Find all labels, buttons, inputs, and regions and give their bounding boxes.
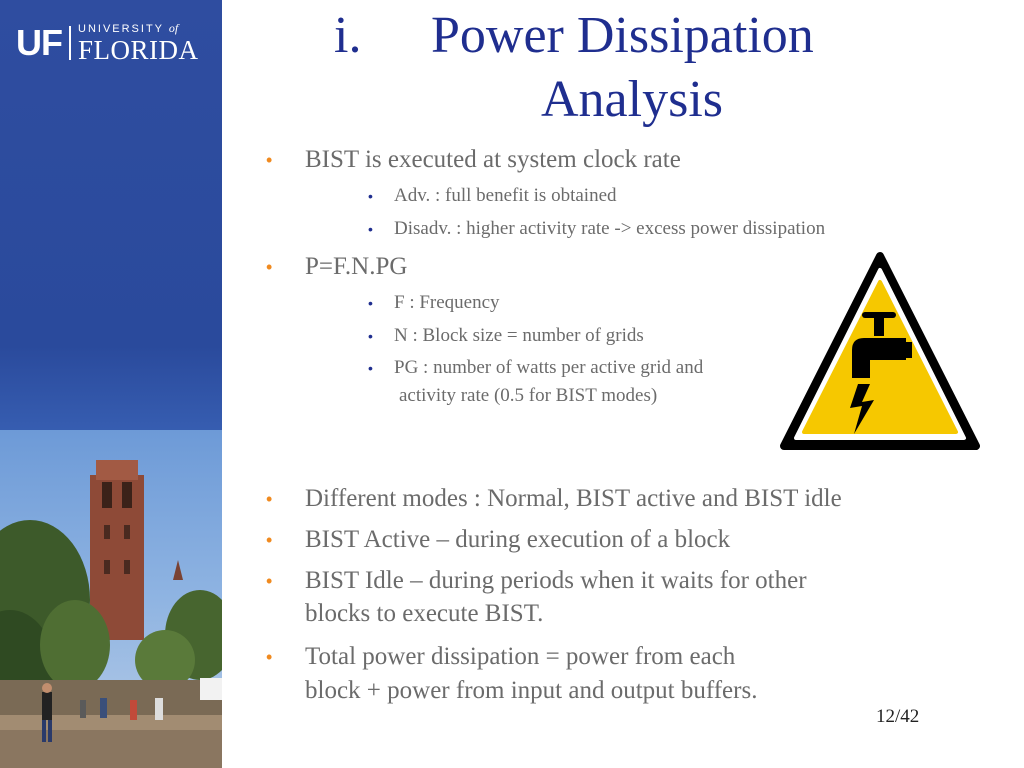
sidebar-panel xyxy=(0,0,222,768)
page-number: 12/42 xyxy=(876,706,920,727)
logo-florida: FLORIDA xyxy=(78,35,199,65)
sub-bullet-marker: • xyxy=(368,328,373,344)
logo-of: of xyxy=(168,21,179,35)
bullet-text: P=F.N.PG xyxy=(305,253,408,280)
bullet-marker: • xyxy=(266,257,273,277)
sub-bullet-marker: • xyxy=(368,188,373,204)
bullet-text: BIST is executed at system clock rate xyxy=(305,146,681,173)
sub-bullet-text: PG : number of watts per active grid and xyxy=(394,357,704,378)
campus-tower-photo xyxy=(0,430,222,768)
bullet-marker: • xyxy=(266,150,273,170)
sub-bullet-text: Adv. : full benefit is obtained xyxy=(394,185,617,206)
bullet-text: Total power dissipation = power from each xyxy=(305,643,736,670)
bullet-marker: • xyxy=(266,489,273,509)
sub-bullet-text: F : Frequency xyxy=(394,292,500,313)
title-line-2: Analysis xyxy=(541,71,723,128)
sub-bullet-text: Disadv. : higher activity rate -> excess power dissipation xyxy=(394,218,826,239)
sub-bullet-marker: • xyxy=(368,360,373,376)
bullet-marker: • xyxy=(266,647,273,667)
bullet-text-continued: block + power from input and output buffers. xyxy=(305,677,758,704)
title-number: i. xyxy=(334,7,362,64)
bullet-text: Different modes : Normal, BIST active and BIST idle xyxy=(305,485,842,512)
logo-divider xyxy=(69,26,71,60)
title-line-1: Power Dissipation xyxy=(431,7,814,64)
logo-uf: UF xyxy=(16,22,62,63)
sub-bullet-text-continued: activity rate (0.5 for BIST modes) xyxy=(399,385,658,406)
university-logo xyxy=(16,22,199,64)
bullet-text: BIST Active – during execution of a block xyxy=(305,526,731,553)
bullet-marker: • xyxy=(266,571,273,591)
electric-faucet-warning-icon xyxy=(778,250,982,456)
bullet-marker: • xyxy=(266,530,273,550)
sub-bullet-marker: • xyxy=(368,221,373,237)
bullet-text: BIST Idle – during periods when it waits for other xyxy=(305,567,807,594)
bullet-text-continued: blocks to execute BIST. xyxy=(305,600,544,627)
sub-bullet-marker: • xyxy=(368,295,373,311)
logo-university: UNIVERSITY xyxy=(78,23,164,35)
sub-bullet-text: N : Block size = number of grids xyxy=(394,325,644,346)
